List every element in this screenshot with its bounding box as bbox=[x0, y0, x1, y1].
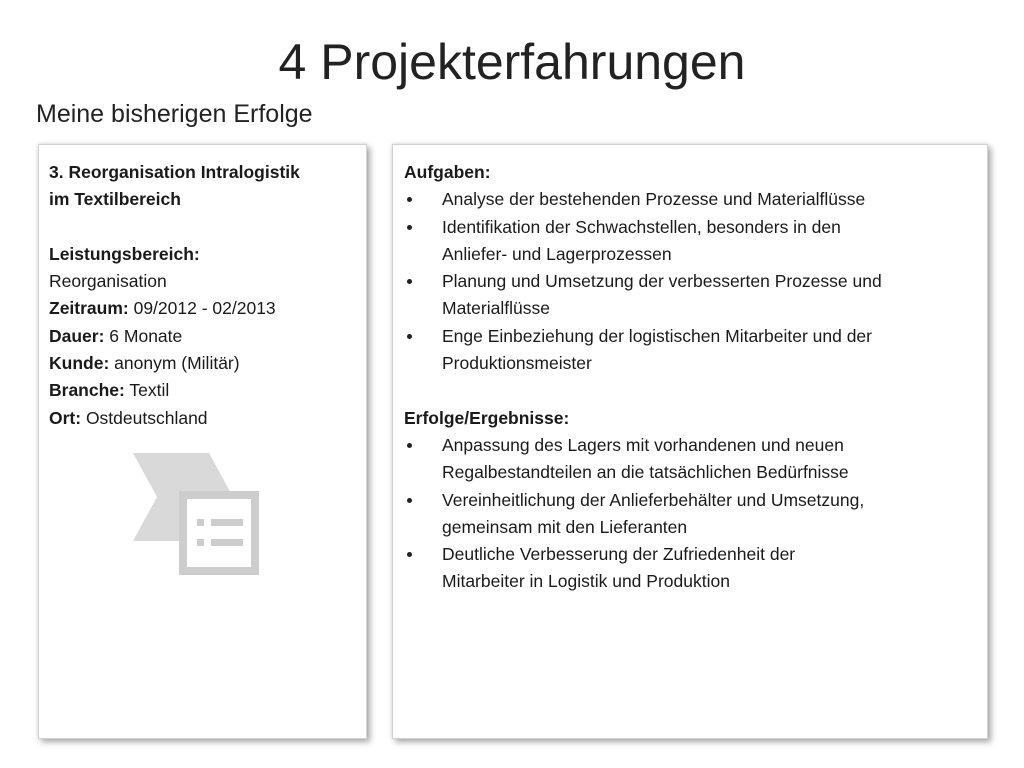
kunde-row bbox=[49, 350, 356, 377]
list-item-text-cont: Anliefer- und Lagerprozessen bbox=[442, 243, 672, 264]
zeitraum-value: 09/2012 - 02/2013 bbox=[128, 298, 276, 319]
list-item bbox=[404, 268, 975, 323]
dauer-label: Dauer: bbox=[49, 325, 105, 346]
list-item-text-cont: gemeinsam mit den Lieferanten bbox=[442, 516, 688, 537]
erfolge-list bbox=[404, 432, 975, 596]
spacer bbox=[49, 214, 356, 241]
slide-title: 4 Projekterfahrungen bbox=[278, 34, 746, 90]
bullet-icon bbox=[407, 443, 412, 448]
bullet-icon bbox=[407, 225, 412, 230]
kunde-label: Kunde: bbox=[49, 353, 110, 374]
list-item bbox=[404, 432, 975, 487]
list-item bbox=[404, 323, 975, 378]
list-item-text: Vereinheitlichung der Anlieferbehälter und Umsetzung, bbox=[442, 489, 865, 510]
leistungsbereich-label: Leistungsbereich: bbox=[49, 243, 200, 264]
zeitraum-row bbox=[49, 295, 356, 322]
branche-row bbox=[49, 377, 356, 404]
bullet-icon bbox=[407, 498, 412, 503]
dauer-value: 6 Monate bbox=[104, 325, 183, 346]
list-item bbox=[404, 541, 975, 596]
ort-value: Ostdeutschland bbox=[81, 407, 208, 428]
project-summary-card bbox=[38, 144, 367, 739]
bullet-icon bbox=[407, 552, 412, 557]
leistungsbereich-value: Reorganisation bbox=[49, 271, 167, 292]
list-item-text-cont: Materialflüsse bbox=[442, 298, 550, 319]
list-item bbox=[404, 186, 975, 213]
bullet-icon bbox=[407, 279, 412, 284]
slide-subtitle: Meine bisherigen Erfolge bbox=[36, 100, 313, 128]
erfolge-heading: Erfolge/Ergebnisse: bbox=[404, 407, 570, 428]
list-item-text: Enge Einbeziehung der logistischen Mitarbeiter und der bbox=[442, 325, 872, 346]
kunde-value: anonym (Militär) bbox=[109, 353, 240, 374]
ort-row bbox=[49, 405, 356, 432]
project-name-line1: 3. Reorganisation Intralogistik bbox=[49, 162, 300, 182]
project-name-line2: im Textilbereich bbox=[49, 189, 181, 210]
list-item-text: Deutliche Verbesserung der Zufriedenheit der bbox=[442, 544, 796, 565]
list-item-text: Identifikation der Schwachstellen, besonders in den bbox=[442, 216, 841, 237]
branche-value: Textil bbox=[124, 380, 170, 401]
bullet-icon bbox=[407, 197, 412, 202]
ort-label: Ort: bbox=[49, 407, 82, 428]
list-item bbox=[404, 214, 975, 269]
checklist-icon bbox=[133, 453, 263, 577]
bullet-icon bbox=[407, 334, 412, 339]
aufgaben-list bbox=[404, 186, 975, 377]
list-item-text-cont: Produktionsmeister bbox=[442, 353, 592, 374]
spacer bbox=[404, 377, 975, 404]
zeitraum-label: Zeitraum: bbox=[49, 298, 129, 319]
list-item-text: Planung und Umsetzung der verbesserten Prozesse und bbox=[442, 271, 882, 292]
dauer-row bbox=[49, 323, 356, 350]
list-item bbox=[404, 487, 975, 542]
list-item-text: Anpassung des Lagers mit vorhandenen und neuen bbox=[442, 434, 844, 455]
list-item-text: Analyse der bestehenden Prozesse und Materialflüsse bbox=[442, 189, 866, 210]
branche-label: Branche: bbox=[49, 380, 125, 401]
project-details-card bbox=[392, 144, 988, 739]
aufgaben-heading: Aufgaben: bbox=[404, 162, 491, 182]
list-item-text-cont: Mitarbeiter in Logistik und Produktion bbox=[442, 571, 730, 592]
list-item-text-cont: Regalbestandteilen an die tatsächlichen Bedürfnisse bbox=[442, 462, 849, 483]
